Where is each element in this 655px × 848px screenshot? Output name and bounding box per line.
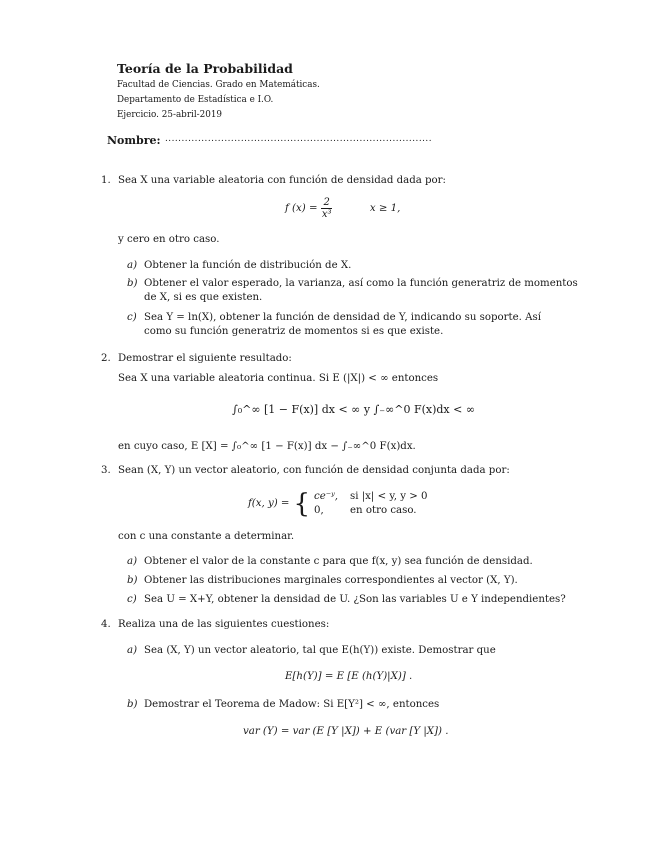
q3-a-label: a) — [127, 556, 138, 567]
department-line: Departamento de Estadística e I.O. — [117, 95, 274, 105]
q1-formula-denominator: x³ — [321, 209, 332, 220]
q1-b-label: b) — [127, 278, 138, 289]
q3-piecewise-formula — [248, 490, 428, 517]
q3-c-label: c) — [127, 594, 137, 605]
q1-formula-lhs: f (x) = — [285, 203, 318, 214]
q4-a-formula: E[h(Y)] = E [E (h(Y)|X)] . — [285, 671, 413, 682]
q4-a-text: Sea (X, Y) un vector aleatorio, tal que E(h(Y)) existe. Demostrar que — [144, 645, 496, 656]
q3-b-label: b) — [127, 575, 138, 586]
q3-number: 3. — [101, 465, 111, 476]
q1-formula-fraction — [321, 197, 331, 220]
q4-b-formula: var (Y) = var (E [Y |X]) + E (var [Y |X]) . — [243, 726, 449, 737]
left-brace-icon: { — [293, 488, 311, 519]
q1-number: 1. — [101, 175, 111, 186]
q4-a-label: a) — [127, 645, 138, 656]
q2-after: en cuyo caso, E [X] = ∫₀^∞ [1 − F(x)] dx − ∫₋∞^0 F(x)dx. — [118, 441, 416, 452]
q2-number: 2. — [101, 353, 111, 364]
q3-formula-lhs: f(x, y) = — [248, 498, 290, 509]
q3-b-text: Obtener las distribuciones marginales correspondientes al vector (X, Y). — [144, 575, 518, 586]
q1-density-formula — [285, 197, 400, 220]
course-title: Teoría de la Probabilidad — [117, 61, 293, 76]
q2-integral-formula: ∫₀^∞ [1 − F(x)] dx < ∞ y ∫₋∞^0 F(x)dx < ∞ — [232, 403, 475, 416]
q4-b-text: Demostrar el Teorema de Madow: Si E[Y²] < ∞, entonces — [144, 699, 440, 710]
q1-c-text-1: Sea Y = ln(X), obtener la función de densidad de Y, indicando su soporte. Así — [144, 312, 541, 323]
q2-intro: Demostrar el siguiente resultado: — [118, 353, 292, 364]
q3-after: con c una constante a determinar. — [118, 531, 295, 542]
q4-b-label: b) — [127, 699, 138, 710]
q4-number: 4. — [101, 619, 111, 630]
q3-intro: Sean (X, Y) un vector aleatorio, con función de densidad conjunta dada por: — [118, 465, 510, 476]
q1-a-label: a) — [127, 260, 138, 271]
q1-a-text: Obtener la función de distribución de X. — [144, 260, 352, 271]
q1-formula-numerator: 2 — [323, 197, 330, 208]
q1-intro: Sea X una variable aleatoria con función de densidad dada por: — [118, 175, 446, 186]
q1-after: y cero en otro caso. — [118, 234, 220, 245]
q3-a-text: Obtener el valor de la constante c para que f(x, y) sea función de densidad. — [144, 556, 533, 567]
q3-c-text: Sea U = X+Y, obtener la densidad de U. ¿Son las variables U e Y independientes? — [144, 594, 566, 605]
q3-case1-condition: si |x| < y, y > 0 — [350, 491, 428, 502]
name-field[interactable]: ................................................................................. — [165, 134, 432, 144]
q1-c-text-2: como su función generatriz de momentos si es que existe. — [144, 326, 444, 337]
q4-intro: Realiza una de las siguientes cuestiones: — [118, 619, 330, 630]
q3-case2-condition: en otro caso. — [350, 505, 417, 516]
q3-case2-expr: 0, — [314, 505, 324, 516]
q1-b-text-1: Obtener el valor esperado, la varianza, así como la función generatriz de momentos — [144, 278, 578, 289]
q1-formula-condition: x ≥ 1, — [369, 203, 401, 214]
exam-date-line: Ejercicio. 25-abril-2019 — [117, 110, 223, 120]
q2-line2: Sea X una variable aleatoria continua. Si E (|X|) < ∞ entonces — [118, 373, 439, 384]
name-label: Nombre: — [107, 134, 161, 147]
q1-b-text-2: de X, si es que existen. — [144, 292, 263, 303]
q3-case1-expr: ce⁻ʸ, — [314, 491, 339, 502]
q1-c-label: c) — [127, 312, 137, 323]
faculty-line: Facultad de Ciencias. Grado en Matemáticas. — [117, 80, 320, 90]
